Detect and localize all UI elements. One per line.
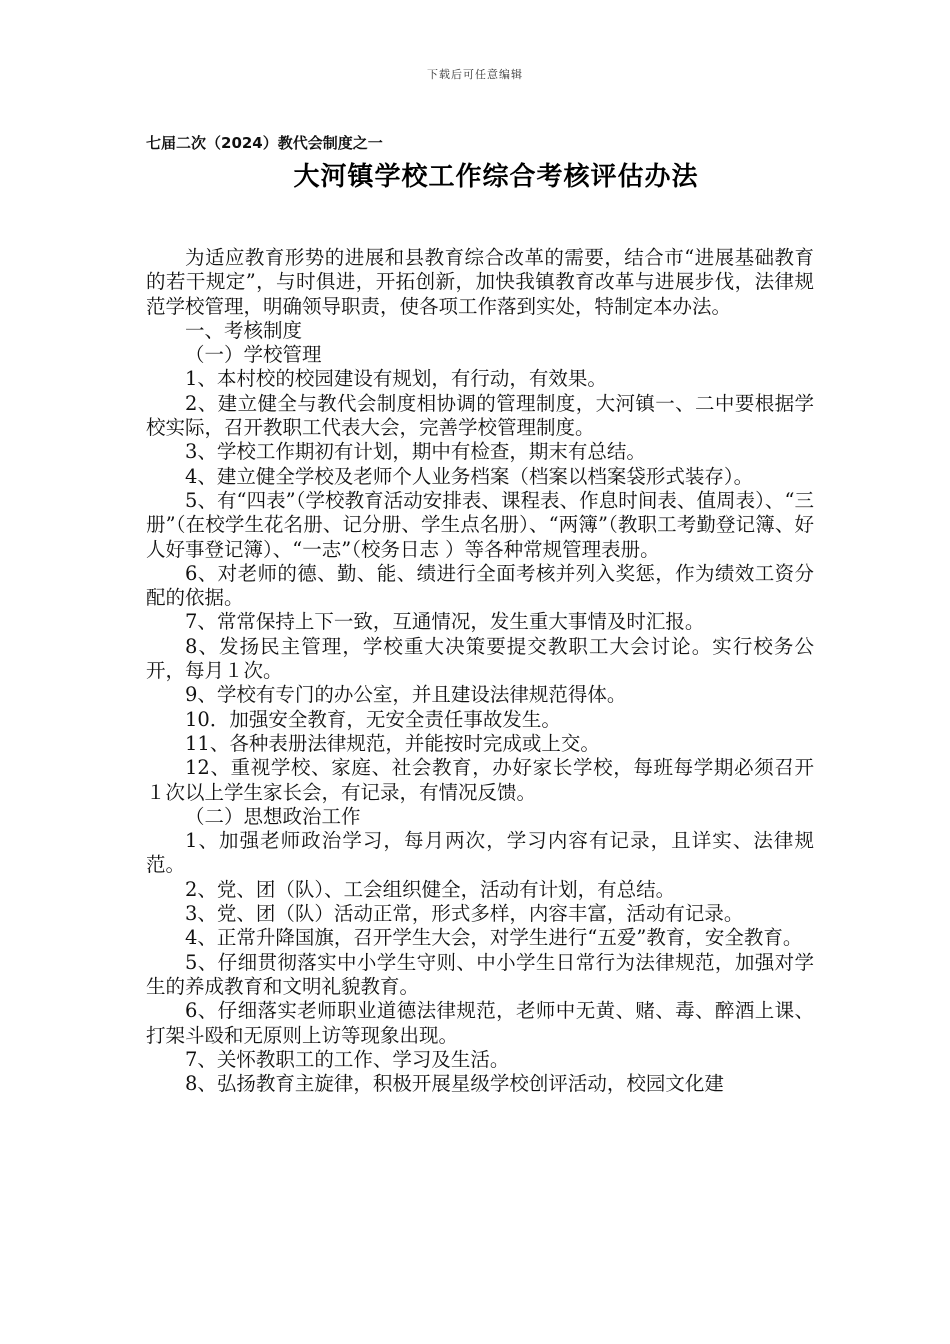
- list-item: 2、党、团（队）、工会组织健全，活动有计划，有总结。: [185, 877, 676, 901]
- list-item: 11、各种表册法律规范，并能按时完成或上交。: [185, 731, 600, 755]
- list-item: 3、学校工作期初有计划，期中有检查，期末有总结。: [185, 440, 646, 464]
- subsection-heading-political-work: （二）思想政治工作: [185, 804, 361, 828]
- list-item: 7、关怀教职工的工作、学习及生活。: [185, 1047, 510, 1071]
- list-item: 10．加强安全教育，无安全责任事故发生。: [185, 707, 561, 731]
- document-series-label: 七届二次（2024）教代会制度之一: [146, 134, 383, 152]
- list-item: 7、常常保持上下一致，互通情况，发生重大事情及时汇报。: [185, 610, 705, 634]
- list-item: 4、正常升降国旗，召开学生大会，对学生进行“五爱”教育，安全教育。: [185, 926, 803, 950]
- subsection-heading-school-management: （一）学校管理: [185, 343, 322, 367]
- list-item: 1、本村校的校园建设有规划，有行动，有效果。: [185, 367, 607, 391]
- list-item: 12、重视学校、家庭、社会教育，办好家长学校，每班每学期必须召开１次以上学生家长会，有记录，有情况反馈。: [146, 756, 814, 804]
- list-item: 5、仔细贯彻落实中小学生守则、中小学生日常行为法律规范，加强对学生的养成教育和文明礼貌教育。: [146, 950, 814, 998]
- list-item: 6、对老师的德、勤、能、绩进行全面考核并列入奖惩，作为绩效工资分配的依据。: [146, 561, 814, 610]
- intro-paragraph: 为适应教育形势的进展和县教育综合改革的需要，结合市“进展基础教育的若干规定”，与时俱进，开拓创新，加快我镇教育改革与进展步伐，法律规范学校管理，明确领导职责，使各项工作落到实处，特制定本办法。: [146, 246, 814, 318]
- section-heading-assessment-system: 一、考核制度: [185, 318, 303, 342]
- document-title: 大河镇学校工作综合考核评估办法: [293, 162, 699, 192]
- list-item: 5、有“四表”（学校教育活动安排表、课程表、作息时间表、值周表）、“三册”（在校学生花名册、记分册、学生点名册）、“两簿”（教职工考勤登记簿、好人好事登记簿）、“一志”（校务日志 ）等各种常规管理表册。: [146, 488, 814, 561]
- list-item: 8、弘扬教育主旋律，积极开展星级学校创评活动，校园文化建: [185, 1072, 724, 1096]
- list-item: 6、仔细落实老师职业道德法律规范，老师中无黄、赌、毒、醉酒上课、打架斗殴和无原则上访等现象出现。: [146, 999, 814, 1047]
- list-item: 9、学校有专门的办公室，并且建设法律规范得体。: [185, 683, 627, 707]
- list-item: 8、发扬民主管理，学校重大决策要提交教职工大会讨论。实行校务公开，每月１次。: [146, 634, 814, 683]
- document-body: [146, 246, 814, 1096]
- list-item: 4、建立健全学校及老师个人业务档案（档案以档案袋形式装存）。: [185, 464, 754, 488]
- list-item: 2、建立健全与教代会制度相协调的管理制度，大河镇一、二中要根据学校实际，召开教职工代表大会，完善学校管理制度。: [146, 391, 814, 440]
- download-note: 下载后可任意编辑: [427, 68, 523, 81]
- list-item: 1、加强老师政治学习，每月两次，学习内容有记录，且详实、法律规范。: [146, 829, 814, 877]
- list-item: 3、党、团（队）活动正常，形式多样，内容丰富，活动有记录。: [185, 902, 744, 926]
